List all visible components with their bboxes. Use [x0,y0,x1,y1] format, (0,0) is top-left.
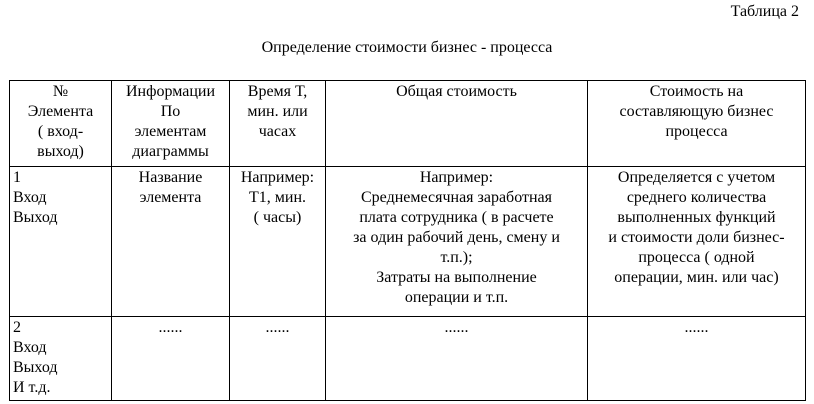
cell-text-line: ...... [444,319,469,336]
cell-diagram-info [112,167,230,317]
cell-text-line: элементам [134,123,207,140]
cell-text-line: Определяется с учетом [617,169,776,186]
cell-text-line: т.п.); [440,249,473,266]
cell-text-line: Название [138,169,203,186]
cell-diagram-info [112,317,230,401]
cell-component-cost [588,317,806,401]
cell-text-line: Общая стоимость [396,83,517,100]
cell-text-line: И т.д. [13,379,51,396]
cell-text-line: По [160,103,181,120]
cell-text-line: элемента [139,189,202,206]
table-row [10,317,806,401]
header-time [230,81,326,167]
cell-text-line: процесса ( одной [638,249,755,266]
cell-element-number [10,167,112,317]
header-diagram-info [112,81,230,167]
cell-text-line: операции и т.п. [404,289,509,306]
cell-text-line: Вход [13,339,47,356]
cell-text-line: Информации [125,83,216,100]
cell-text-line: Выход [13,359,58,376]
cell-text-line: ...... [265,319,290,336]
header-total-cost [326,81,588,167]
cell-total-cost [326,167,588,317]
cell-text-line: Т1, мин. [248,189,307,206]
cell-text-line: ( вход- [37,123,84,140]
cell-text-line: Элемента [27,103,94,120]
cell-text-line: 1 [13,169,21,186]
cell-text-line: Время Т, [247,83,308,100]
table-title: Определение стоимости бизнес - процесса [261,39,553,56]
cell-text-line: Например: [240,169,315,186]
cell-text-line: составляющую бизнес [619,103,774,120]
cell-time [230,317,326,401]
cell-text-line: плата сотрудника ( в расчете [359,209,554,226]
cell-text-line: часах [258,123,297,140]
cell-text-line: Вход [13,189,47,206]
cell-text-line: выход) [37,143,84,160]
cell-text-line: среднего количества [626,189,767,206]
cell-text-line: процесса [665,123,728,140]
cell-text-line: операции, мин. или час) [614,269,779,286]
table-number: Таблица 2 [730,3,799,20]
cell-text-line: Среднемесячная заработная [361,189,552,206]
cell-text-line: ...... [158,319,183,336]
cell-text-line: Затраты на выполнение [376,269,537,286]
header-row [10,81,806,167]
cell-text-line: № [52,83,69,100]
table-row [10,167,806,317]
cell-component-cost [588,167,806,317]
cell-element-number [10,317,112,401]
cell-text-line: 2 [13,319,21,336]
cell-text-line: ...... [684,319,709,336]
cell-text-line: за один рабочий день, смену и [353,229,560,246]
cell-text-line: Выход [13,209,58,226]
cell-time [230,167,326,317]
cell-total-cost [326,317,588,401]
header-element-number [10,81,112,167]
cost-table [9,80,806,401]
cell-text-line: диаграммы [132,143,209,160]
cell-text-line: ( часы) [253,209,302,226]
cell-text-line: выполненных функций [617,209,776,226]
cell-text-line: мин. или [247,103,308,120]
cell-text-line: Например: [419,169,494,186]
header-component-cost [588,81,806,167]
cell-text-line: Стоимость на [649,83,744,100]
cell-text-line: и стоимости доли бизнес- [608,229,785,246]
